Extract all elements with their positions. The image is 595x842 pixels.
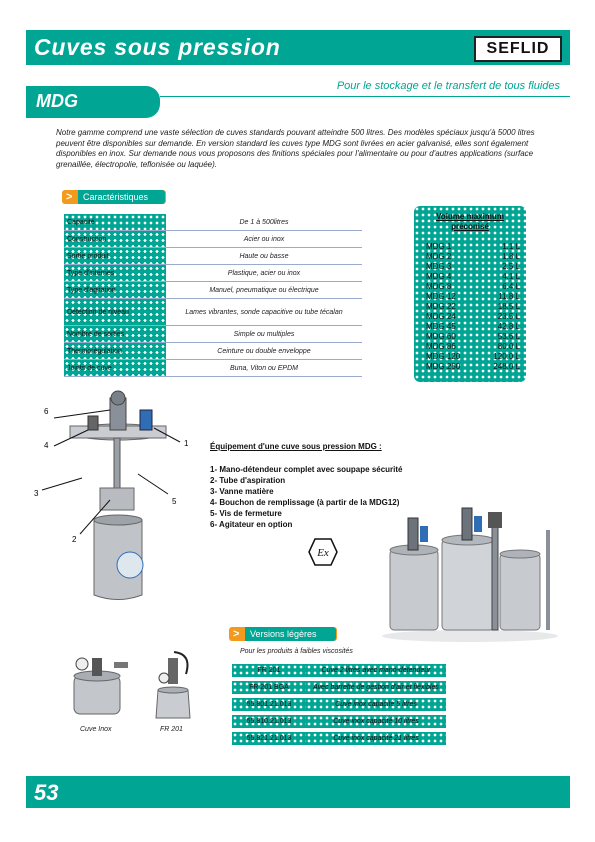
table-row bbox=[232, 732, 446, 745]
light-code: 55.801.21.013 bbox=[232, 698, 306, 711]
light-table bbox=[232, 660, 446, 749]
model-tab bbox=[26, 86, 160, 118]
list-item: MDG 12 11.8 L bbox=[426, 292, 520, 301]
list-item: 5- Vis de fermeture bbox=[210, 509, 282, 518]
volume-title bbox=[418, 212, 522, 232]
specs-badge bbox=[62, 190, 166, 204]
list-item: MDG 45 42.8 L bbox=[426, 322, 520, 331]
list-item: MDG 120 120.0 L bbox=[426, 352, 520, 361]
volume-title-line2: préconisé bbox=[451, 222, 489, 231]
callout-3: 3 bbox=[34, 489, 39, 498]
table-row bbox=[64, 343, 362, 360]
spec-value: Ceinture ou double enveloppe bbox=[166, 343, 362, 360]
light-code: 55.821.21.013 bbox=[232, 732, 306, 745]
spec-label: Détection de niveau bbox=[64, 299, 166, 326]
model-label: MDG bbox=[36, 91, 78, 111]
callout-2: 2 bbox=[72, 535, 77, 544]
spec-value: Haute ou basse bbox=[166, 248, 362, 265]
list-item: MDG 24 23.5 L bbox=[426, 312, 520, 321]
table-row bbox=[232, 698, 446, 711]
spec-value: Plastique, acier ou inox bbox=[166, 265, 362, 282]
light-desc: Cuve inox capacité 10 litres bbox=[306, 715, 446, 728]
caption-fr201: FR 201 bbox=[160, 726, 183, 733]
volume-title-line1: Volume maximum bbox=[436, 212, 504, 221]
subtitle-rule bbox=[160, 96, 570, 97]
table-row bbox=[64, 248, 362, 265]
list-item: MDG 250 248.0 L bbox=[426, 362, 520, 371]
light-note: Pour les produits à faibles viscosités bbox=[240, 648, 353, 655]
table-row bbox=[64, 326, 362, 343]
list-item: MDG 4 4.1 L bbox=[426, 272, 520, 281]
intro-paragraph: Notre gamme comprend une vaste sélection de cuves standards pouvant atteindre 500 litres. Des modèles spéciaux jusqu'à 5000 litres peuvent être disponibles sur demande. En version standard les cuves type MDG sont livrées en acier galvanisé, elles sont également disponibles en inox. Sur demande nous vous proposons des finitions spéciales pour l'alimentaire ou pour d'autres applications (surface grenaillée, électropolie, teflonisée ou laquée). bbox=[56, 128, 535, 169]
tanks-photo bbox=[380, 500, 560, 645]
spec-label: Thermorégulation bbox=[64, 343, 166, 360]
svg-text:Ex: Ex bbox=[317, 547, 329, 559]
list-item: 3- Vanne matière bbox=[210, 487, 274, 496]
footer-bar bbox=[26, 776, 570, 808]
spec-label: Sortie produit bbox=[64, 248, 166, 265]
table-row bbox=[64, 265, 362, 282]
light-badge bbox=[229, 627, 337, 641]
inox-tank-photo bbox=[64, 646, 134, 720]
callout-4: 4 bbox=[44, 441, 49, 450]
page-number: 53 bbox=[34, 780, 59, 805]
chevron-right-icon: > bbox=[66, 191, 73, 203]
tank-diagram bbox=[30, 390, 200, 630]
list-item: MDG 3 2.5 L bbox=[426, 262, 520, 271]
list-item: 4- Bouchon de remplissage (à partir de la MDG12) bbox=[210, 498, 400, 507]
list-item: MDG 8 6.4 L bbox=[426, 282, 520, 291]
table-row bbox=[232, 715, 446, 728]
table-row bbox=[232, 664, 446, 677]
light-desc: Cuve inox capacité 21 litres bbox=[306, 732, 446, 745]
light-code: FR 201 BGA bbox=[232, 681, 306, 694]
spec-label: Type d'internes bbox=[64, 265, 166, 282]
equipment-title: Équipement d'une cuve sous pression MDG : bbox=[210, 442, 382, 451]
page-title: Cuves sous pression bbox=[34, 34, 281, 60]
list-item: MDG 2 1.8 L bbox=[426, 252, 520, 261]
caption-inox: Cuve Inox bbox=[80, 726, 112, 733]
list-item: MDG 22 18.5 L bbox=[426, 302, 520, 311]
brand-logo: SEFLID bbox=[474, 36, 562, 62]
chevron-right-icon: > bbox=[233, 628, 240, 640]
volume-box bbox=[414, 206, 526, 382]
volume-list bbox=[426, 242, 520, 372]
table-row bbox=[64, 360, 362, 377]
list-item: MDG 1 1.1 L bbox=[426, 242, 520, 251]
table-row bbox=[64, 282, 362, 299]
light-code: FR 201 bbox=[232, 664, 306, 677]
light-desc: Avec barrette de gestion d'air et flexibles bbox=[306, 681, 446, 694]
spec-value: Buna, Viton ou EPDM bbox=[166, 360, 362, 377]
spec-label: Type d'agitation bbox=[64, 282, 166, 299]
fr201-tank-photo bbox=[152, 648, 196, 722]
light-code: 55.810.21.013 bbox=[232, 715, 306, 728]
spec-label: Capacité bbox=[64, 214, 166, 231]
equipment-list bbox=[210, 464, 403, 530]
table-row bbox=[64, 231, 362, 248]
spec-value: Simple ou multiples bbox=[166, 326, 362, 343]
callout-6: 6 bbox=[44, 407, 49, 416]
table-row bbox=[64, 214, 362, 231]
spec-label: Joints de cuve bbox=[64, 360, 166, 377]
spec-value: Manuel, pneumatique ou électrique bbox=[166, 282, 362, 299]
spec-value: Acier ou inox bbox=[166, 231, 362, 248]
specs-title: Caractéristiques bbox=[78, 190, 165, 204]
callout-5: 5 bbox=[172, 497, 177, 506]
spec-label: Nombre de sorties bbox=[64, 326, 166, 343]
callout-1: 1 bbox=[184, 439, 189, 448]
table-row bbox=[232, 681, 446, 694]
atex-ex-icon bbox=[308, 538, 338, 566]
light-desc: Cuve inox capacité 5 litres bbox=[306, 698, 446, 711]
list-item: MDG 86 80.0 L bbox=[426, 342, 520, 351]
spec-value: De 1 à 500litres bbox=[166, 214, 362, 231]
list-item: 6- Agitateur en option bbox=[210, 520, 293, 529]
list-item: MDG 60 53.6 L bbox=[426, 332, 520, 341]
table-row bbox=[64, 299, 362, 326]
spec-value: Lames vibrantes, sonde capacitive ou tube técalan bbox=[166, 299, 362, 326]
list-item: 2- Tube d'aspiration bbox=[210, 476, 286, 485]
light-title: Versions légères bbox=[245, 627, 336, 641]
list-item: 1- Mano-détendeur complet avec soupape sécurité bbox=[210, 465, 403, 474]
specs-table bbox=[64, 214, 362, 377]
subtitle: Pour le stockage et le transfert de tous fluides bbox=[336, 80, 560, 92]
light-desc: Cuve 2 litres avec mano-détendeur bbox=[306, 664, 446, 677]
spec-label: Construction bbox=[64, 231, 166, 248]
